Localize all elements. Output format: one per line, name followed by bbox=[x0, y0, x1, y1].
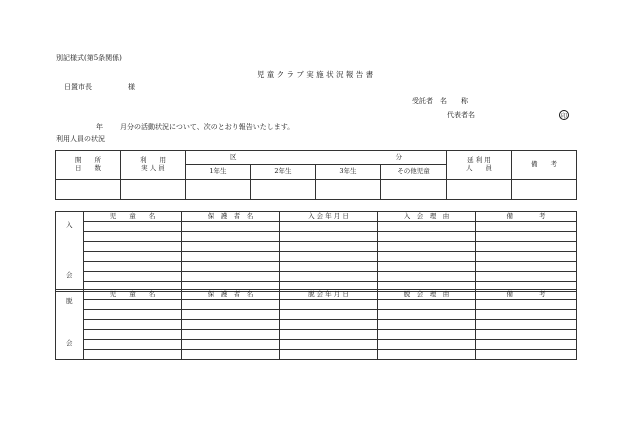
leave-cell[interactable] bbox=[84, 350, 182, 360]
join-cell[interactable] bbox=[84, 222, 182, 232]
join-cell[interactable] bbox=[84, 232, 182, 242]
leave-cell[interactable] bbox=[182, 340, 280, 350]
actual-users-header: 利 用 実 人 員 bbox=[121, 151, 186, 180]
open-days-value[interactable] bbox=[56, 180, 121, 200]
total-users-value[interactable] bbox=[447, 180, 512, 200]
usage-table bbox=[55, 150, 577, 200]
table-row bbox=[56, 272, 577, 282]
join-cell[interactable] bbox=[84, 242, 182, 252]
join-cell[interactable] bbox=[378, 222, 476, 232]
join-cell[interactable] bbox=[378, 242, 476, 252]
join-cell[interactable] bbox=[476, 242, 577, 252]
join-child-name-header: 児 童 名 bbox=[84, 212, 182, 222]
report-year-label: 年 bbox=[96, 123, 103, 131]
leave-date-header: 脱 会 年 月 日 bbox=[280, 290, 378, 300]
leave-cell[interactable] bbox=[182, 300, 280, 310]
leave-reason-header: 脱 会 理 由 bbox=[378, 290, 476, 300]
table-row bbox=[56, 242, 577, 252]
leave-cell[interactable] bbox=[378, 300, 476, 310]
form-label: 別記様式(第5条関係) bbox=[56, 54, 122, 62]
usage-section-title: 利用人員の状況 bbox=[56, 135, 105, 143]
leave-cell[interactable] bbox=[280, 350, 378, 360]
leave-cell[interactable] bbox=[476, 300, 577, 310]
join-cell[interactable] bbox=[182, 232, 280, 242]
leave-cell[interactable] bbox=[280, 300, 378, 310]
join-cell[interactable] bbox=[182, 262, 280, 272]
leave-remarks-header: 備 考 bbox=[476, 290, 577, 300]
leave-cell[interactable] bbox=[84, 310, 182, 320]
leave-cell[interactable] bbox=[378, 310, 476, 320]
join-cell[interactable] bbox=[280, 242, 378, 252]
join-cell[interactable] bbox=[280, 272, 378, 282]
leave-cell[interactable] bbox=[280, 320, 378, 330]
addressee-honorific: 様 bbox=[128, 83, 135, 91]
grade-1-header: 1年生 bbox=[186, 165, 251, 180]
join-cell[interactable] bbox=[378, 272, 476, 282]
grade-3-header: 3年生 bbox=[316, 165, 381, 180]
leave-cell[interactable] bbox=[280, 310, 378, 320]
table-row bbox=[56, 252, 577, 262]
leave-cell[interactable] bbox=[476, 320, 577, 330]
remarks-header: 備 考 bbox=[512, 151, 577, 180]
document-title: 児 童 ク ラ ブ 実 施 状 況 報 告 書 bbox=[256, 70, 374, 79]
join-cell[interactable] bbox=[280, 222, 378, 232]
join-cell[interactable] bbox=[280, 262, 378, 272]
leave-cell[interactable] bbox=[182, 310, 280, 320]
join-cell[interactable] bbox=[84, 252, 182, 262]
join-cell[interactable] bbox=[476, 272, 577, 282]
grade-1-value[interactable] bbox=[186, 180, 251, 200]
table-row bbox=[56, 232, 577, 242]
leave-cell[interactable] bbox=[84, 340, 182, 350]
actual-users-value[interactable] bbox=[121, 180, 186, 200]
table-row bbox=[56, 320, 577, 330]
leave-cell[interactable] bbox=[476, 330, 577, 340]
leave-cell[interactable] bbox=[378, 340, 476, 350]
table-row bbox=[56, 300, 577, 310]
other-children-header: その他児童 bbox=[381, 165, 447, 180]
table-row bbox=[56, 222, 577, 232]
join-cell[interactable] bbox=[476, 232, 577, 242]
join-cell[interactable] bbox=[182, 272, 280, 282]
leave-side-label: 脱 会 bbox=[56, 290, 84, 360]
leave-cell[interactable] bbox=[182, 320, 280, 330]
leave-cell[interactable] bbox=[378, 350, 476, 360]
join-cell[interactable] bbox=[378, 252, 476, 262]
leave-cell[interactable] bbox=[280, 340, 378, 350]
join-cell[interactable] bbox=[378, 262, 476, 272]
representative-label: 代表者名 bbox=[447, 111, 475, 119]
join-cell[interactable] bbox=[476, 252, 577, 262]
join-cell[interactable] bbox=[84, 262, 182, 272]
leave-guardian-name-header: 保 護 者 名 bbox=[182, 290, 280, 300]
table-row bbox=[56, 262, 577, 272]
breakdown-header: 区 分 bbox=[186, 151, 447, 165]
leave-cell[interactable] bbox=[182, 350, 280, 360]
grade-3-value[interactable] bbox=[316, 180, 381, 200]
leave-cell[interactable] bbox=[476, 310, 577, 320]
addressee-city: 日置市長 bbox=[64, 83, 92, 91]
leave-cell[interactable] bbox=[476, 340, 577, 350]
contractor-name-label: 受託者 名 称 bbox=[412, 97, 468, 105]
leave-cell[interactable] bbox=[378, 320, 476, 330]
join-cell[interactable] bbox=[182, 252, 280, 262]
join-cell[interactable] bbox=[476, 262, 577, 272]
leave-cell[interactable] bbox=[476, 350, 577, 360]
leave-cell[interactable] bbox=[84, 320, 182, 330]
leave-child-name-header: 児 童 名 bbox=[84, 290, 182, 300]
other-children-value[interactable] bbox=[381, 180, 447, 200]
grade-2-header: 2年生 bbox=[251, 165, 316, 180]
join-date-header: 入 会 年 月 日 bbox=[280, 212, 378, 222]
leave-cell[interactable] bbox=[84, 330, 182, 340]
table-row bbox=[56, 330, 577, 340]
leave-cell[interactable] bbox=[280, 330, 378, 340]
join-cell[interactable] bbox=[84, 272, 182, 282]
join-reason-header: 入 会 理 由 bbox=[378, 212, 476, 222]
leave-cell[interactable] bbox=[182, 330, 280, 340]
table-row bbox=[56, 340, 577, 350]
report-statement: 月分の活動状況について、次のとおり報告いたします。 bbox=[120, 123, 295, 131]
leave-cell[interactable] bbox=[378, 330, 476, 340]
remarks-value[interactable] bbox=[512, 180, 577, 200]
join-guardian-name-header: 保 護 者 名 bbox=[182, 212, 280, 222]
join-cell[interactable] bbox=[476, 222, 577, 232]
table-row bbox=[56, 350, 577, 360]
join-cell[interactable] bbox=[182, 222, 280, 232]
table-row bbox=[56, 310, 577, 320]
open-days-header: 開 所 日 数 bbox=[56, 151, 121, 180]
leave-cell[interactable] bbox=[84, 300, 182, 310]
seal-icon: 印 bbox=[559, 110, 569, 120]
join-cell[interactable] bbox=[378, 232, 476, 242]
join-table bbox=[55, 211, 577, 292]
join-cell[interactable] bbox=[280, 232, 378, 242]
grade-2-value[interactable] bbox=[251, 180, 316, 200]
leave-table bbox=[55, 289, 577, 360]
total-users-header: 延 利 用 人 員 bbox=[447, 151, 512, 180]
join-side-label: 入 会 bbox=[56, 212, 84, 292]
join-cell[interactable] bbox=[280, 252, 378, 262]
join-cell[interactable] bbox=[182, 242, 280, 252]
join-remarks-header: 備 考 bbox=[476, 212, 577, 222]
